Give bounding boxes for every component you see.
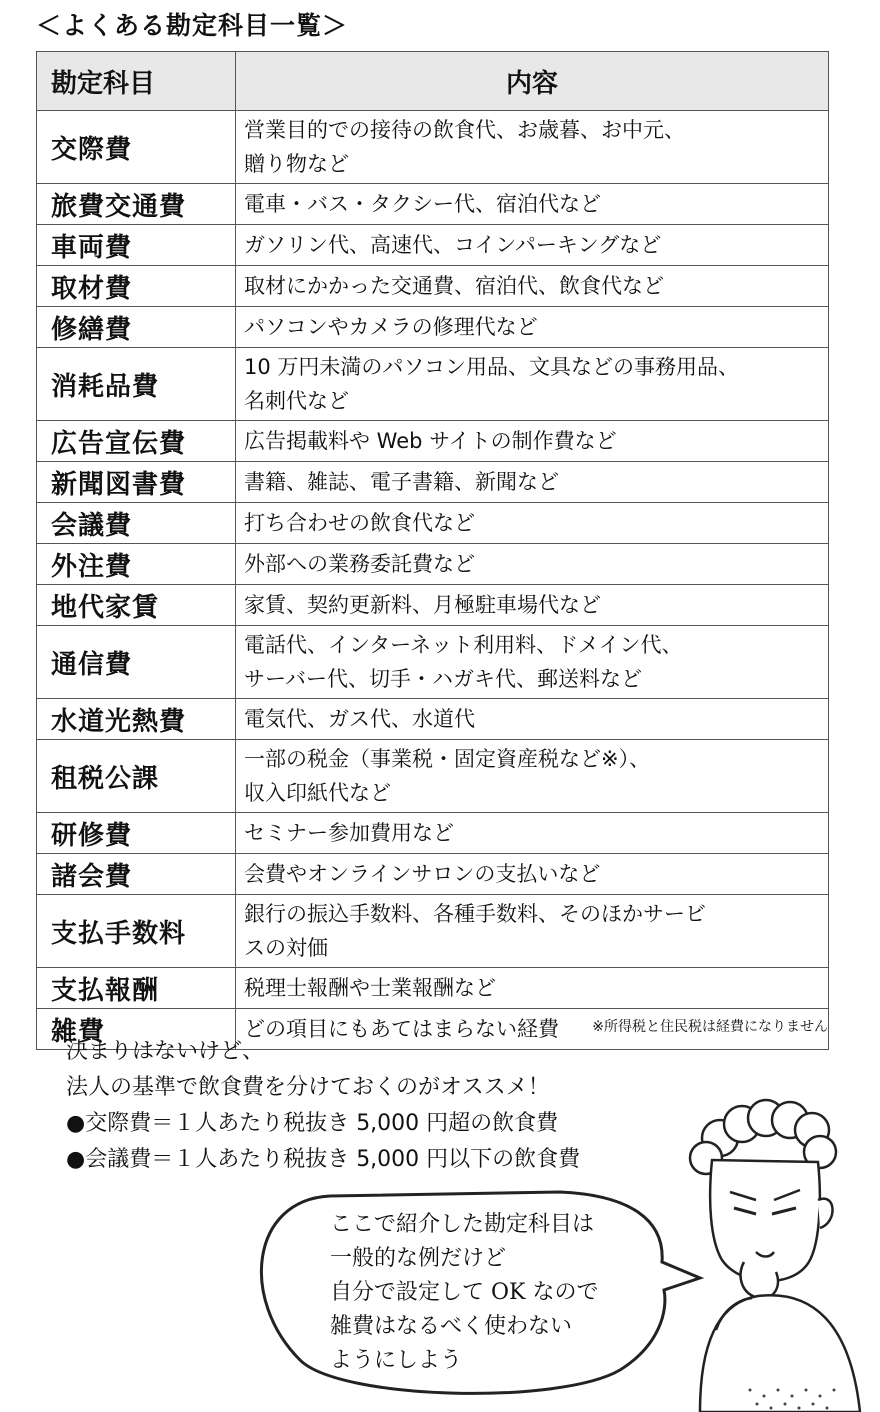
account-name: 租税公課: [37, 740, 236, 813]
account-name: 諸会費: [37, 854, 236, 895]
account-name: 通信費: [37, 626, 236, 699]
description-line: 営業目的での接待の飲食代、お歳暮、お中元、: [244, 118, 685, 142]
description-line: 取材にかかった交通費、宿泊代、飲食代など: [244, 274, 664, 298]
description-line: 名刺代など: [244, 389, 349, 413]
speech-bubble-text: [330, 1208, 598, 1378]
description-line: どの項目にもあてはまらない経費: [244, 1017, 559, 1041]
description-line: 書籍、雑誌、電子書籍、新聞など: [244, 470, 559, 494]
account-name: 支払手数料: [37, 895, 236, 968]
description-line: 広告掲載料や Web サイトの制作費など: [244, 429, 617, 453]
page-title: ＜よくある勘定科目一覧＞: [36, 11, 349, 40]
account-name: 取材費: [37, 266, 236, 307]
description-line: 一部の税金（事業税・固定資産税など※）、: [244, 747, 651, 771]
account-name: 外注費: [37, 544, 236, 585]
advice-line: ●交際費＝１人あたり税抜き 5,000 円超の飲食費: [66, 1111, 559, 1136]
description-line: スの対価: [244, 936, 328, 960]
description-line: 収入印紙代など: [244, 781, 391, 805]
bubble-line: 一般的な例だけど: [330, 1246, 507, 1271]
header-account-name: 勘定科目: [37, 52, 236, 111]
account-name: 車両費: [37, 225, 236, 266]
advice-line: ●会議費＝１人あたり税抜き 5,000 円以下の飲食費: [66, 1147, 581, 1172]
character-illustration: [660, 1090, 880, 1412]
description-line: 電車・バス・タクシー代、宿泊代など: [244, 192, 601, 216]
description-line: 打ち合わせの飲食代など: [244, 511, 475, 535]
description-line: パソコンやカメラの修理代など: [244, 315, 538, 339]
advice-line: 決まりはないけど、: [66, 1039, 265, 1064]
description-line: 銀行の振込手数料、各種手数料、そのほかサービ: [244, 902, 706, 926]
bubble-line: ここで紹介した勘定科目は: [330, 1212, 595, 1237]
footnote: ※所得税と住民税は経費になりません: [592, 1019, 828, 1035]
account-name: 新聞図書費: [37, 462, 236, 503]
account-name: 雑費: [37, 1009, 236, 1050]
account-name: 研修費: [37, 813, 236, 854]
account-name: 支払報酬: [37, 968, 236, 1009]
account-name: 交際費: [37, 111, 236, 184]
account-name: 地代家賃: [37, 585, 236, 626]
bubble-line: ようにしよう: [330, 1348, 463, 1373]
account-name: 会議費: [37, 503, 236, 544]
description-line: セミナー参加費用など: [244, 821, 454, 845]
bubble-line: 雑費はなるべく使わない: [330, 1314, 573, 1339]
description-line: 電話代、インターネット利用料、ドメイン代、: [244, 633, 683, 657]
description-line: 税理士報酬や士業報酬など: [244, 976, 496, 1000]
description-line: 電気代、ガス代、水道代: [244, 707, 475, 731]
description-line: 外部への業務委託費など: [244, 552, 475, 576]
account-name: 広告宣伝費: [37, 421, 236, 462]
header-description: 内容: [236, 52, 829, 111]
description-line: ガソリン代、高速代、コインパーキングなど: [244, 233, 662, 257]
description-line: 10 万円未満のパソコン用品、文具などの事務用品、: [244, 355, 739, 379]
description-line: 家賃、契約更新料、月極駐車場代など: [244, 593, 601, 617]
description-line: サーバー代、切手・ハガキ代、郵送料など: [244, 667, 642, 691]
bubble-line: 自分で設定して OK なので: [330, 1280, 599, 1305]
account-name: 水道光熱費: [37, 699, 236, 740]
description-line: 会費やオンラインサロンの支払いなど: [244, 862, 601, 886]
description-line: 贈り物など: [244, 152, 349, 176]
account-name: 旅費交通費: [37, 184, 236, 225]
advice-line: 法人の基準で飲食費を分けておくのがオススメ！: [66, 1075, 550, 1100]
account-name: 修繕費: [37, 307, 236, 348]
account-name: 消耗品費: [37, 348, 236, 421]
